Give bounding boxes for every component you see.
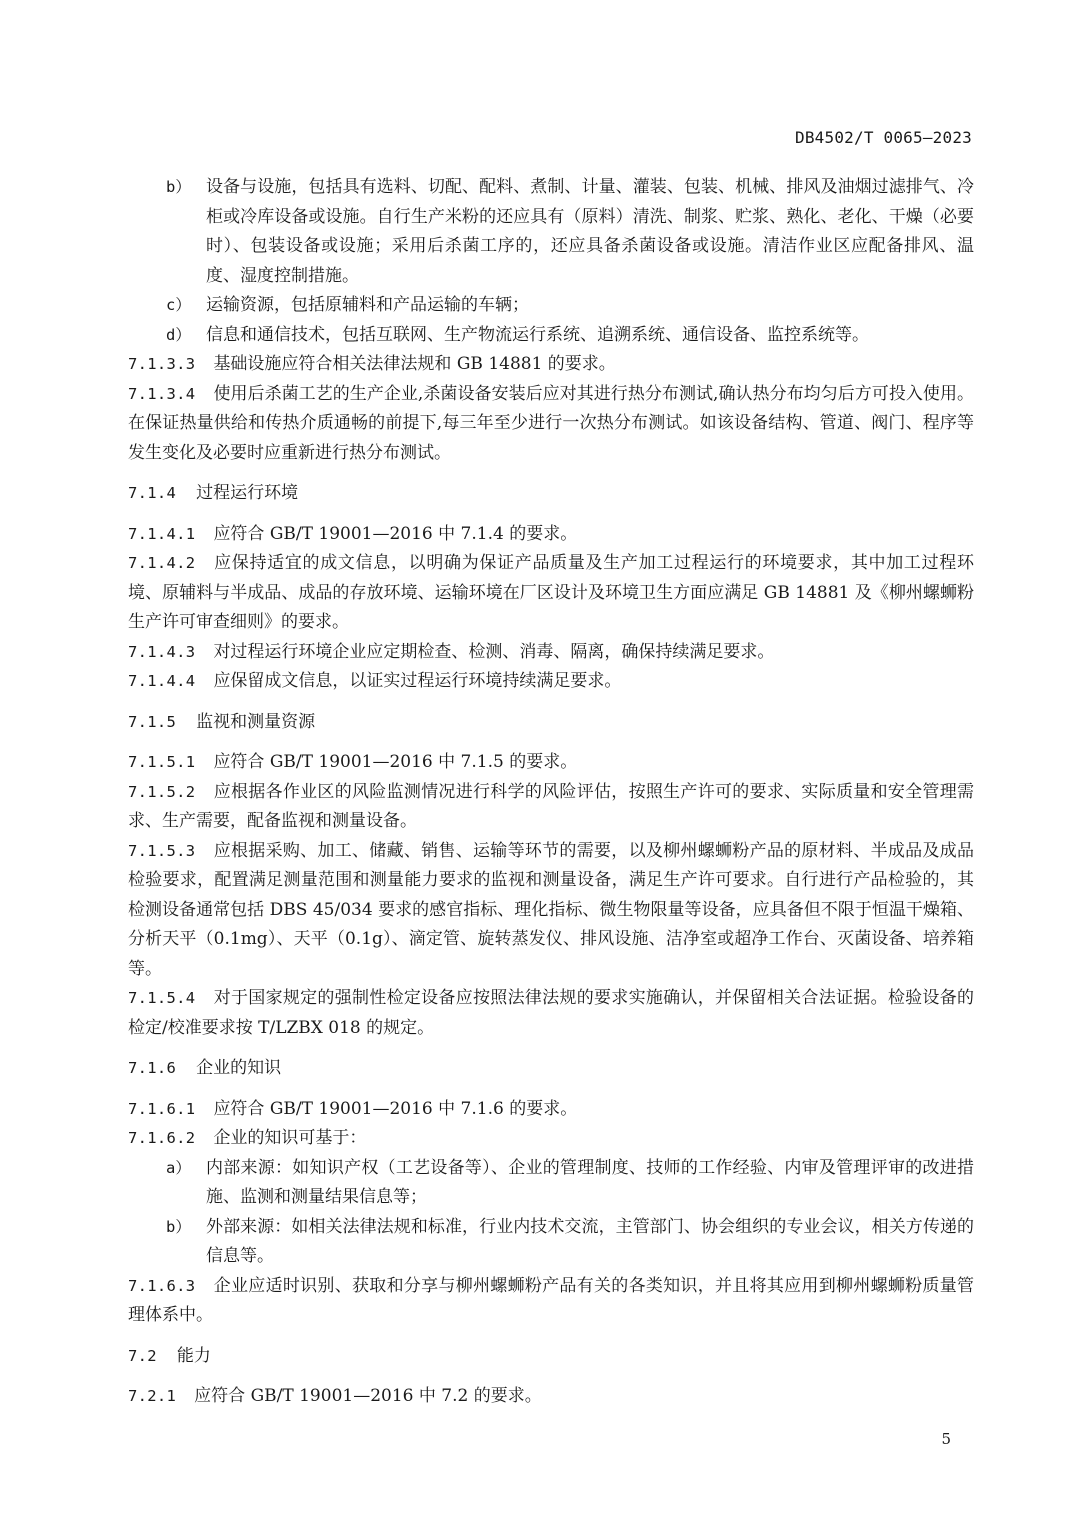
heading-number: 7.2	[128, 1346, 157, 1365]
section-heading-7-1-6	[128, 1054, 974, 1084]
clause-number: 7.1.5.3	[128, 841, 196, 860]
clause-7-1-4-1	[128, 520, 974, 550]
list-label: c）	[166, 296, 191, 314]
list-text: 外部来源：如相关法律法规和标准，行业内技术交流，主管部门、协会组织的专业会议，相关方传递的信息等。	[206, 1216, 974, 1266]
clause-number: 7.1.3.3	[128, 355, 196, 373]
clause-text: 应符合 GB/T 19001—2016 中 7.2 的要求。	[194, 1386, 542, 1406]
clause-text: 对过程运行环境企业应定期检查、检测、消毒、隔离，确保持续满足要求。	[213, 641, 775, 662]
list-text: 运输资源，包括原辅料和产品运输的车辆；	[206, 295, 529, 315]
clause-number: 7.1.5.1	[128, 753, 196, 771]
list-item-d	[128, 321, 974, 351]
list-item-b	[128, 1213, 974, 1272]
section-heading-7-1-5	[128, 708, 974, 738]
clause-7-1-5-3	[128, 837, 974, 985]
clause-text: 应根据各作业区的风险监测情况进行科学的风险评估，按照生产许可的要求、实际质量和安全管理需求、生产需要，配备监视和测量设备。	[128, 781, 974, 831]
clause-number: 7.1.4.4	[128, 672, 196, 690]
list-text: 设备与设施，包括具有选料、切配、配料、煮制、计量、灌装、包装、机械、排风及油烟过滤排气、冷柜或冷库设备或设施。自行生产米粉的还应具有（原料）清洗、制浆、贮浆、熟化、老化、干燥（必要时）、包装设备或设施；采用后杀菌工序的，还应具备杀菌设备或设施。清洁作业区应配备排风、温度、湿度控制措施。	[206, 177, 974, 286]
clause-text: 应符合 GB/T 19001—2016 中 7.1.6 的要求。	[213, 1098, 578, 1119]
clause-7-1-6-3	[128, 1272, 974, 1331]
section-heading-7-1-4	[128, 479, 974, 509]
list-text: 信息和通信技术，包括互联网、生产物流运行系统、追溯系统、通信设备、监控系统等。	[206, 324, 869, 345]
clause-number: 7.1.5.2	[128, 782, 196, 801]
heading-title: 企业的知识	[196, 1058, 282, 1078]
clause-number: 7.1.6.2	[128, 1129, 196, 1147]
clause-7-1-6-1	[128, 1095, 974, 1125]
clause-text: 应保持适宜的成文信息，以明确为保证产品质量及生产加工过程运行的环境要求，其中加工过程环境、原辅料与半成品、成品的存放环境、运输环境在厂区设计及环境卫生方面应满足 GB 14881 及《柳州螺蛳粉生产许可审查细则》的要求。	[128, 553, 974, 632]
clause-text: 对于国家规定的强制性检定设备应按照法律法规的要求实施确认，并保留相关合法证据。检验设备的检定/校准要求按 T/LZBX 018 的规定。	[128, 988, 974, 1038]
clause-number: 7.1.5.4	[128, 989, 196, 1007]
clause-7-1-4-4	[128, 667, 974, 697]
clause-text: 使用后杀菌工艺的生产企业,杀菌设备安装后应对其进行热分布测试,确认热分布均匀后方可投入使用。在保证热量供给和传热介质通畅的前提下,每三年至少进行一次热分布测试。如该设备结构、管道、阀门、程序等发生变化及必要时应重新进行热分布测试。	[128, 383, 974, 463]
list-label: a）	[166, 1158, 191, 1177]
clause-number: 7.1.6.1	[128, 1099, 196, 1118]
clause-number: 7.1.4.3	[128, 642, 196, 661]
clause-7-1-3-3	[128, 350, 974, 380]
clause-7-1-4-2	[128, 549, 974, 638]
clause-number: 7.1.4.2	[128, 554, 196, 572]
clause-number: 7.1.4.1	[128, 524, 196, 543]
heading-number: 7.1.6	[128, 1059, 177, 1077]
heading-title: 能力	[176, 1345, 211, 1366]
clause-7-1-5-1	[128, 748, 974, 778]
clause-7-2-1	[128, 1382, 974, 1412]
clause-7-1-5-4	[128, 984, 974, 1043]
clause-7-1-4-3	[128, 638, 974, 668]
list-item-a	[128, 1154, 974, 1213]
document-code: DB4502/T 0065—2023	[795, 128, 972, 147]
list-item-c	[128, 291, 974, 321]
document-body	[128, 173, 974, 1412]
clause-7-1-3-4	[128, 380, 974, 469]
list-label: d）	[166, 325, 191, 344]
clause-7-1-6-2	[128, 1124, 974, 1154]
section-heading-7-2	[128, 1342, 974, 1372]
clause-text: 基础设施应符合相关法律法规和 GB 14881 的要求。	[213, 354, 616, 374]
clause-text: 应符合 GB/T 19001—2016 中 7.1.5 的要求。	[213, 752, 578, 772]
clause-text: 企业应适时识别、获取和分享与柳州螺蛳粉产品有关的各类知识，并且将其应用到柳州螺蛳粉质量管理体系中。	[128, 1275, 974, 1325]
list-label: b）	[166, 1217, 191, 1236]
page-number: 5	[941, 1430, 951, 1448]
list-item-b	[128, 173, 974, 291]
clause-text: 应保留成文信息，以证实过程运行环境持续满足要求。	[213, 671, 622, 691]
clause-7-1-5-2	[128, 778, 974, 837]
list-text: 内部来源：如知识产权（工艺设备等）、企业的管理制度、技师的工作经验、内审及管理评审的改进措施、监测和测量结果信息等；	[206, 1157, 974, 1207]
clause-number: 7.1.6.3	[128, 1276, 196, 1295]
heading-number: 7.1.5	[128, 712, 177, 731]
clause-text: 应根据采购、加工、储藏、销售、运输等环节的需要，以及柳州螺蛳粉产品的原材料、半成品及成品检验要求，配置满足测量范围和测量能力要求的监视和测量设备，满足生产许可要求。自行进行产品检验的，其检测设备通常包括 DBS 45/034 要求的感官指标、理化指标、微生物限量等设备，应具备但不限于恒温干燥箱、分析天平（0.1mg）、天平（0.1g）、滴定管、旋转蒸发仪、排风设施、洁净室或超净工作台、灭菌设备、培养箱等。	[128, 840, 974, 979]
clause-text: 应符合 GB/T 19001—2016 中 7.1.4 的要求。	[213, 523, 578, 544]
heading-title: 过程运行环境	[196, 483, 299, 503]
clause-number: 7.1.3.4	[128, 384, 196, 403]
clause-text: 企业的知识可基于：	[213, 1128, 367, 1148]
heading-number: 7.1.4	[128, 484, 177, 502]
heading-title: 监视和测量资源	[196, 711, 316, 732]
list-label: b）	[166, 178, 191, 196]
clause-number: 7.2.1	[128, 1387, 177, 1405]
